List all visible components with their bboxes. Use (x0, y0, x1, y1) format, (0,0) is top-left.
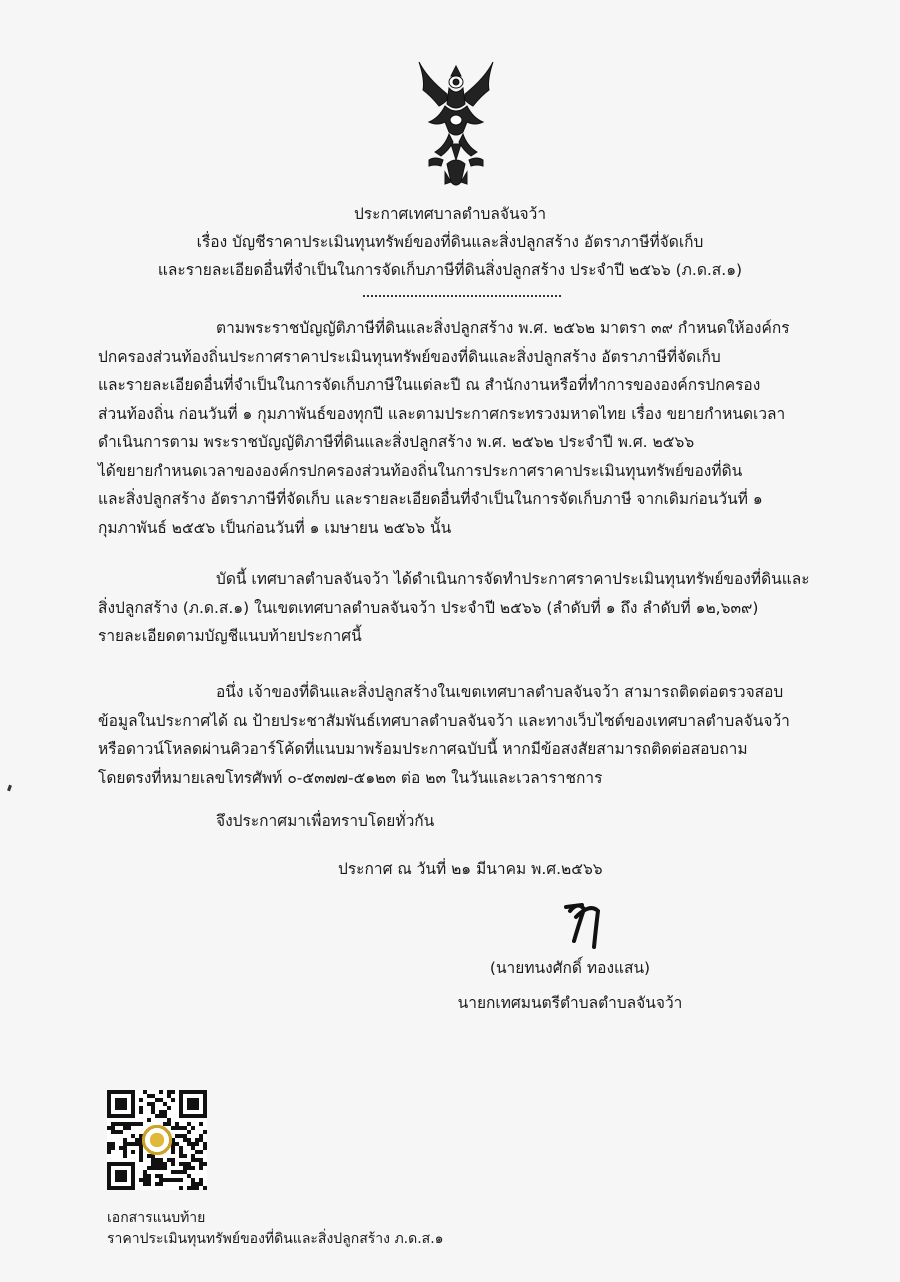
announcement-title: ประกาศเทศบาลตำบลจันจว้า (353, 205, 547, 223)
attachment-label: เอกสารแนบท้าย (107, 1210, 206, 1226)
attachment-title: ราคาประเมินทุนทรัพย์ของที่ดินและสิ่งปลูกสร้าง ภ.ด.ส.๑ (107, 1231, 444, 1247)
paragraph-line: ข้อมูลในประกาศได้ ณ ป้ายประชาสัมพันธ์เทศบาลตำบลจันจว้า และทางเว็บไซต์ของเทศบาลตำบลจันจว้า (98, 711, 790, 730)
qr-code[interactable] (107, 1090, 207, 1190)
paragraph-line: บัดนี้ เทศบาลตำบลจันจว้า ได้ดำเนินการจัดทำประกาศราคาประเมินทุนทรัพย์ของที่ดินและ (216, 570, 810, 588)
signatory-name: (นายทนงศักดิ์ ทองแสน) (489, 959, 651, 977)
paragraph-line: ตามพระราชบัญญัติภาษีที่ดินและสิ่งปลูกสร้าง พ.ศ. ๒๕๖๒ มาตรา ๓๙ กำหนดให้องค์กร (216, 319, 790, 337)
announcement-date: ประกาศ ณ วันที่ ๒๑ มีนาคม พ.ศ.๒๕๖๖ (338, 860, 603, 878)
paragraph-line: และรายละเอียดอื่นที่จำเป็นในการจัดเก็บภาษีในแต่ละปี ณ สำนักงานหรือที่ทำการขององค์กรปกครอง (98, 376, 761, 394)
paragraph-line: อนึ่ง เจ้าของที่ดินและสิ่งปลูกสร้างในเขตเทศบาลตำบลจันจว้า สามารถติดต่อตรวจสอบ (216, 683, 784, 701)
paragraph-line: หรือดาวน์โหลดผ่านคิวอาร์โค้ดที่แนบมาพร้อมประกาศฉบับนี้ หากมีข้อสงสัยสามารถติดต่อสอบถาม (98, 740, 748, 758)
signatory-position: นายกเทศมนตรีตำบลตำบลจันจว้า (457, 994, 683, 1012)
paragraph-line: กุมภาพันธ์ ๒๕๕๖ เป็นก่อนวันที่ ๑ เมษายน ๒๕๖๖ นั้น (98, 518, 452, 537)
paragraph-line: ได้ขยายกำหนดเวลาขององค์กรปกครองส่วนท้องถิ่นในการประกาศราคาประเมินทุนทรัพย์ของที่ดิน (98, 461, 743, 480)
garuda-emblem-icon (415, 60, 497, 190)
closing-statement: จึงประกาศมาเพื่อทราบโดยทั่วกัน (216, 812, 435, 830)
paragraph-line: สิ่งปลูกสร้าง (ภ.ด.ส.๑) ในเขตเทศบาลตำบลจันจว้า ประจำปี ๒๕๖๖ (ลำดับที่ ๑ ถึง ลำดับที่ ๑๒,๖๓๙) (98, 598, 759, 617)
paragraph-line: ปกครองส่วนท้องถิ่นประกาศราคาประเมินทุนทรัพย์ของที่ดินและสิ่งปลูกสร้าง อัตราภาษีที่จัดเก็บ (98, 347, 721, 366)
scan-speck (7, 785, 12, 792)
handwritten-signature (560, 897, 610, 953)
announcement-subject-line2: และรายละเอียดอื่นที่จำเป็นในการจัดเก็บภาษีที่ดินสิ่งปลูกสร้าง ประจำปี ๒๕๖๖ (ภ.ด.ส.๑) (157, 261, 743, 279)
paragraph-2 (98, 565, 832, 651)
paragraph-line: ดำเนินการตาม พระราชบัญญัติภาษีที่ดินและสิ่งปลูกสร้าง พ.ศ. ๒๕๖๒ ประจำปี พ.ศ. ๒๕๖๖ (98, 433, 695, 451)
dotted-divider (363, 295, 561, 297)
paragraph-line: รายละเอียดตามบัญชีแนบท้ายประกาศนี้ (98, 627, 362, 645)
paragraph-3 (98, 678, 832, 792)
announcement-subject-line1: เรื่อง บัญชีราคาประเมินทุนทรัพย์ของที่ดินและสิ่งปลูกสร้าง อัตราภาษีที่จัดเก็บ (196, 233, 704, 251)
paragraph-1 (98, 314, 832, 542)
paragraph-line: และสิ่งปลูกสร้าง อัตราภาษีที่จัดเก็บ และรายละเอียดอื่นที่จำเป็นในการจัดเก็บภาษี จากเดิมก่อนวันที่ ๑ (98, 490, 763, 508)
paragraph-line: โดยตรงที่หมายเลขโทรศัพท์ ๐-๕๓๗๗-๕๑๒๓ ต่อ ๒๓ ในวันและเวลาราชการ (98, 768, 603, 787)
paragraph-line: ส่วนท้องถิ่น ก่อนวันที่ ๑ กุมภาพันธ์ของทุกปี และตามประกาศกระทรวงมหาดไทย เรื่อง ขยายกำหนดเวลา (98, 404, 786, 423)
